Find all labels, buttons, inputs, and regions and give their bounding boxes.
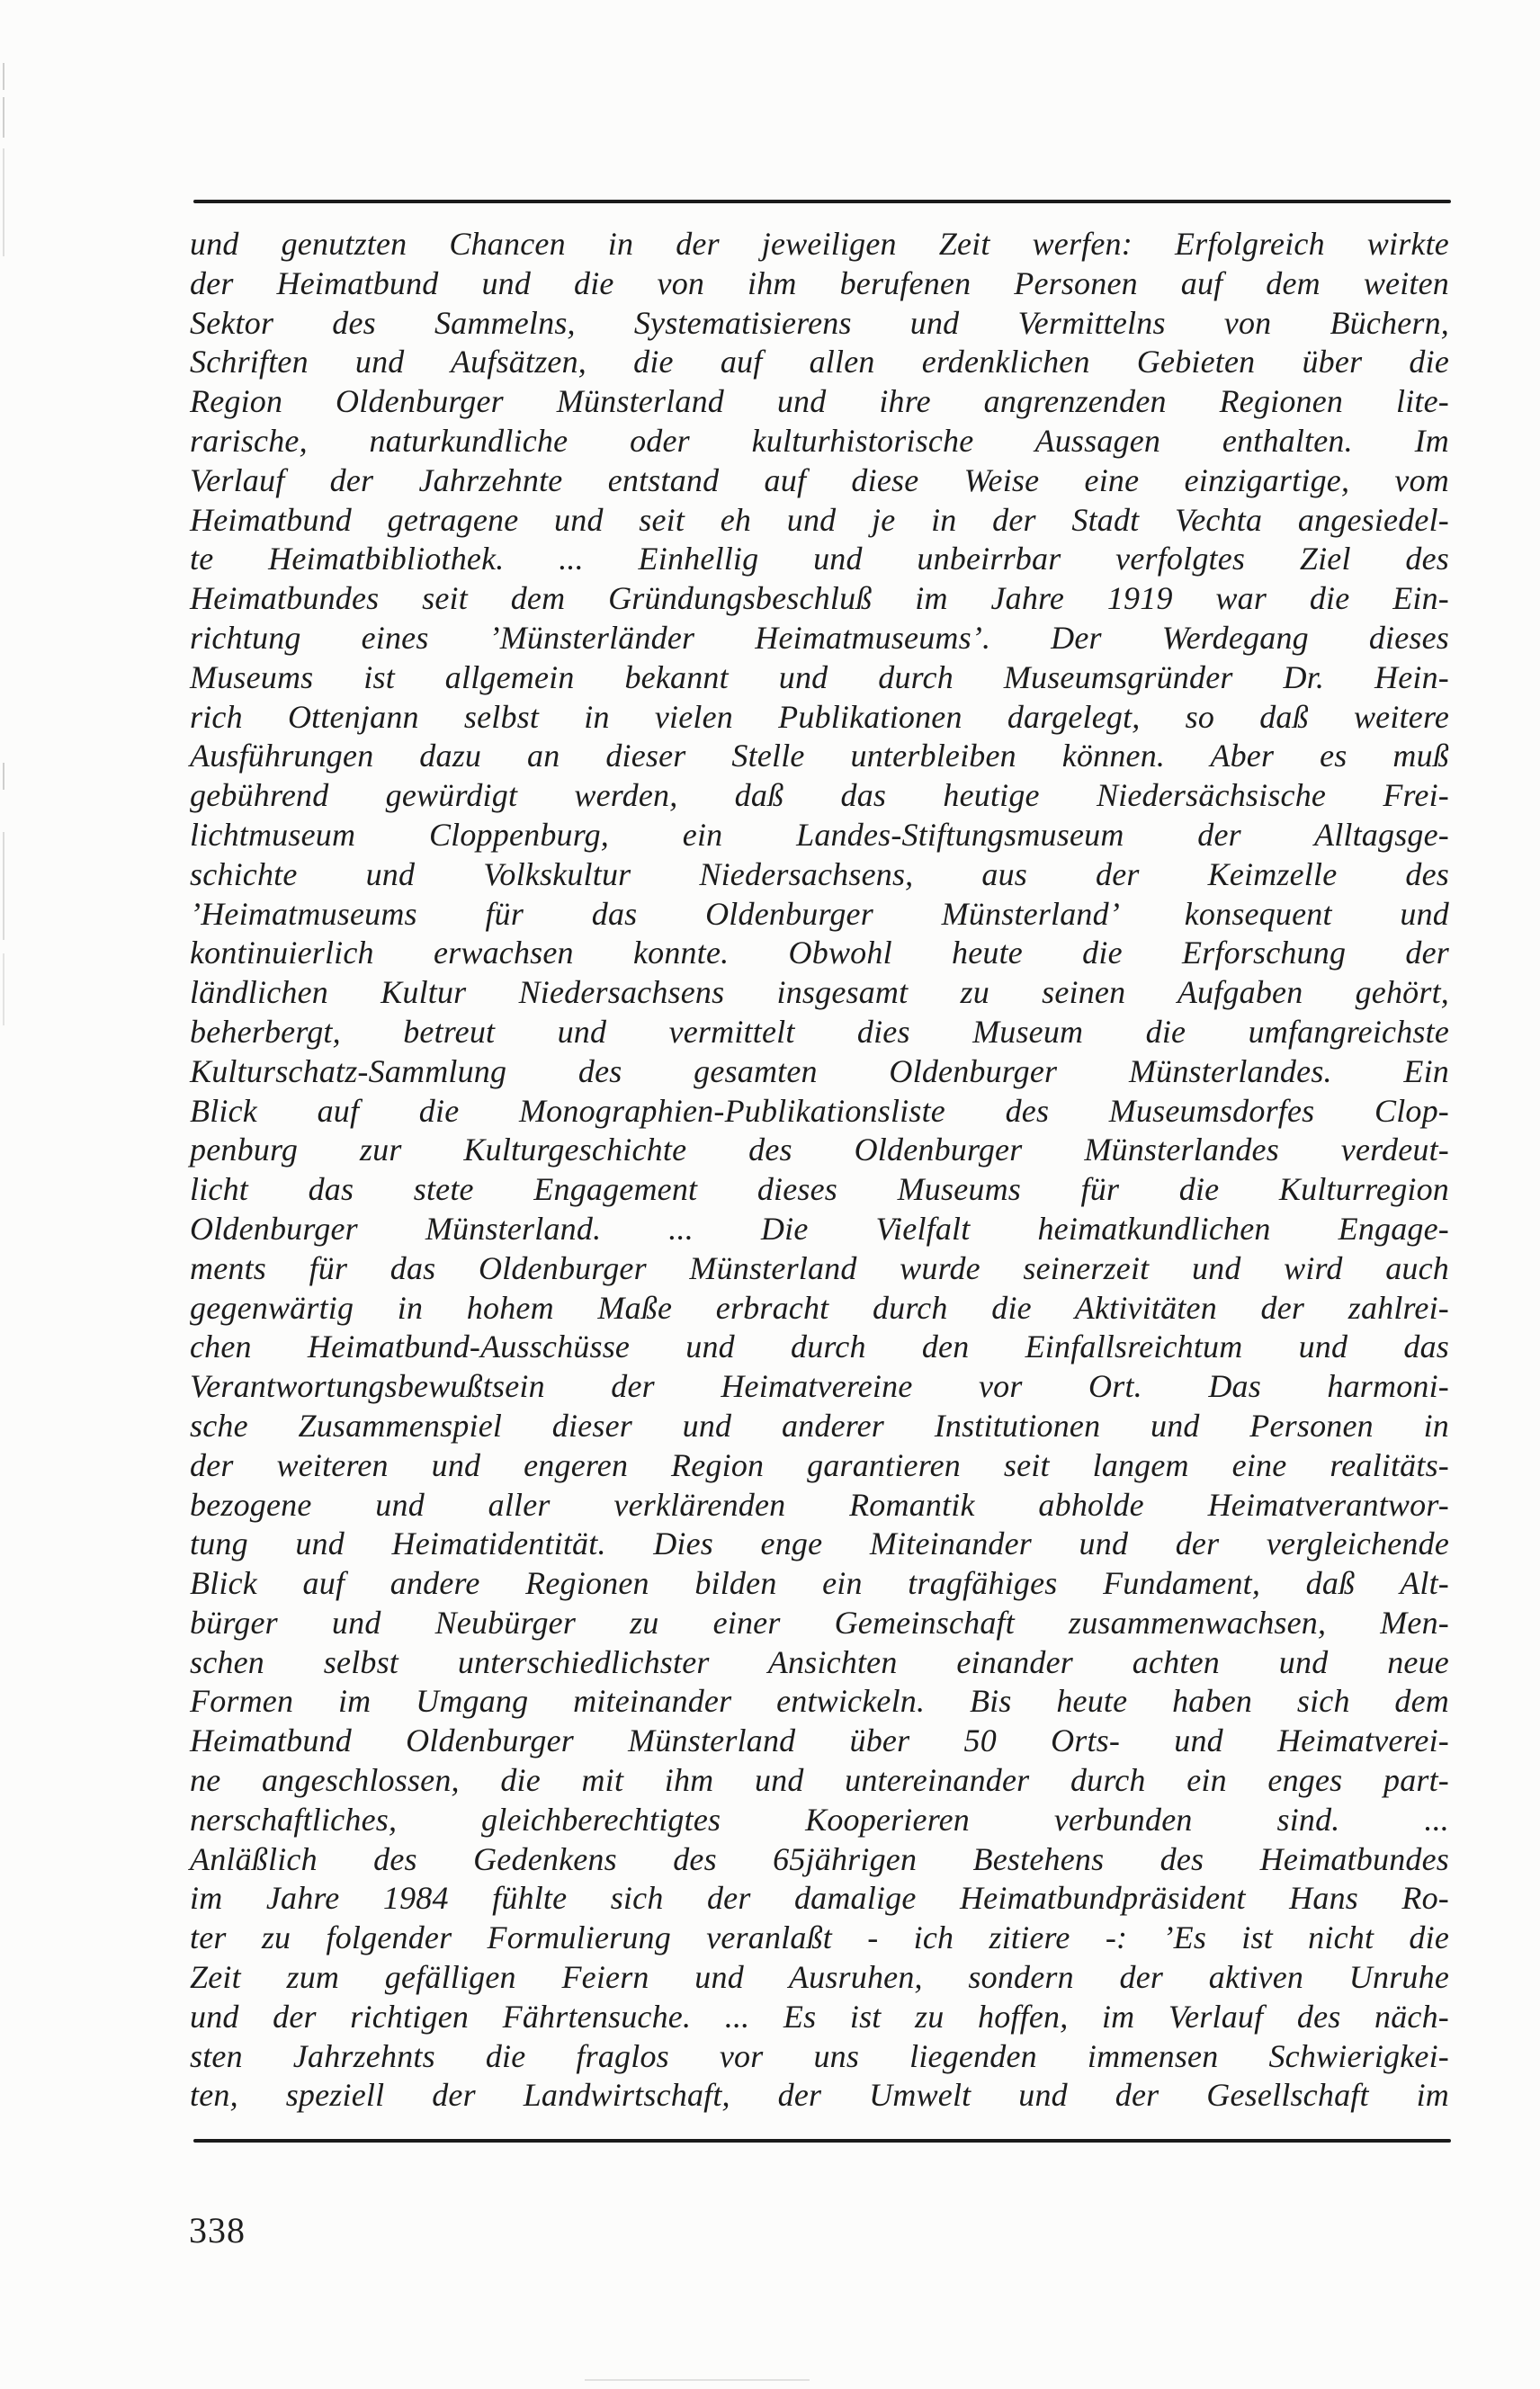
text-line: Zeit zum gefälligen Feiern und Ausruhen, sondern der aktiven Unruhe [190, 1959, 1449, 1996]
text-line: Heimatbundes seit dem Gründungsbeschluß im Jahre 1919 war die Ein- [190, 580, 1449, 617]
text-line: Blick auf andere Regionen bilden ein tragfähiges Fundament, daß Alt- [190, 1565, 1449, 1602]
text-line: bezogene und aller verklärenden Romantik abholde Heimatverantwor- [190, 1486, 1449, 1523]
scan-artifact [3, 148, 4, 256]
bottom-rule [193, 2139, 1451, 2143]
text-line: gebührend gewürdigt werden, daß das heutige Niedersächsische Frei- [190, 777, 1449, 814]
text-line: licht das stete Engagement dieses Museums für die Kulturregion [190, 1171, 1449, 1208]
text-line: und der richtigen Fährtensuche. ... Es ist zu hoffen, im Verlauf des näch- [190, 1998, 1449, 2035]
text-line: ne angeschlossen, die mit ihm und untereinander durch ein enges part- [190, 1762, 1449, 1799]
text-line: te Heimatbibliothek. ... Einhellig und unbeirrbar verfolgtes Ziel des [190, 541, 1449, 577]
text-line: bürger und Neubürger zu einer Gemeinschaft zusammenwachsen, Men- [190, 1604, 1449, 1641]
text-line: ländlichen Kultur Niedersachsens insgesamt zu seinen Aufgaben gehört, [190, 974, 1449, 1011]
text-line: rarische, naturkundliche oder kulturhistorische Aussagen enthalten. Im [190, 422, 1449, 459]
text-line: ten, speziell der Landwirtschaft, der Umwelt und der Gesellschaft im [190, 2077, 1449, 2114]
text-line: chen Heimatbund-Ausschüsse und durch den Einfallsreichtum und das [190, 1329, 1449, 1365]
text-line: beherbergt, betreut und vermittelt dies Museum die umfangreichste [190, 1013, 1449, 1050]
text-line: lichtmuseum Cloppenburg, ein Landes-Stiftungsmuseum der Alltagsge- [190, 816, 1449, 853]
text-line: ’Heimatmuseums für das Oldenburger Münsterland’ konsequent und [190, 895, 1449, 932]
text-line: Verlauf der Jahrzehnte entstand auf diese Weise eine einzigartige, vom [190, 461, 1449, 498]
text-line: Sektor des Sammelns, Systematisierens und Vermittelns von Büchern, [190, 304, 1449, 341]
text-line: rich Ottenjann selbst in vielen Publikationen dargelegt, so daß weitere [190, 698, 1449, 735]
scan-artifact [3, 763, 4, 790]
top-rule [193, 200, 1451, 203]
text-line: Schriften und Aufsätzen, die auf allen erdenklichen Gebieten über die [190, 344, 1449, 380]
scan-artifact [3, 63, 4, 90]
text-line: Region Oldenburger Münsterland und ihre angrenzenden Regionen lite- [190, 383, 1449, 420]
text-line: Kulturschatz-Sammlung des gesamten Oldenburger Münsterlandes. Ein [190, 1052, 1449, 1089]
text-line: Blick auf die Monographien-Publikationsliste des Museumsdorfes Clop- [190, 1092, 1449, 1129]
scan-artifact [3, 953, 4, 1025]
text-line: Heimatbund getragene und seit eh und je in der Stadt Vechta angesiedel- [190, 501, 1449, 538]
text-line: Oldenburger Münsterland. ... Die Vielfalt heimatkundlichen Engage- [190, 1210, 1449, 1247]
text-line: schichte und Volkskultur Niedersachsens, aus der Keimzelle des [190, 855, 1449, 892]
text-line: der Heimatbund und die von ihm berufenen Personen auf dem weiten [190, 264, 1449, 301]
text-line: Museums ist allgemein bekannt und durch Museumsgründer Dr. Hein- [190, 658, 1449, 695]
text-line: kontinuierlich erwachsen konnte. Obwohl heute die Erforschung der [190, 935, 1449, 971]
text-line: Ausführungen dazu an dieser Stelle unterbleiben können. Aber es muß [190, 738, 1449, 774]
text-line: ments für das Oldenburger Münsterland wurde seinerzeit und wird auch [190, 1249, 1449, 1286]
text-line: nerschaftliches, gleichberechtigtes Kooperieren verbunden sind. ... [190, 1801, 1449, 1838]
text-line: sten Jahrzehnts die fraglos vor uns liegenden immensen Schwierigkei- [190, 2037, 1449, 2074]
body-text [190, 225, 1449, 2116]
scan-artifact [3, 97, 4, 138]
text-line: Anläßlich des Gedenkens des 65jährigen Bestehens des Heimatbundes [190, 1840, 1449, 1877]
text-line: der weiteren und engeren Region garantieren seit langem eine realitäts- [190, 1446, 1449, 1483]
text-line: ter zu folgender Formulierung veranlaßt - ich zitiere -: ’Es ist nicht die [190, 1919, 1449, 1956]
text-line: Verantwortungsbewußtsein der Heimatvereine vor Ort. Das harmoni- [190, 1368, 1449, 1405]
text-line: sche Zusammenspiel dieser und anderer Institutionen und Personen in [190, 1407, 1449, 1444]
text-line: Formen im Umgang miteinander entwickeln. Bis heute haben sich dem [190, 1683, 1449, 1720]
text-line: tung und Heimatidentität. Dies enge Miteinander und der vergleichende [190, 1526, 1449, 1562]
scan-artifact [585, 2379, 810, 2381]
page-number: 338 [189, 2210, 246, 2250]
text-line: im Jahre 1984 fühlte sich der damalige Heimatbundpräsident Hans Ro- [190, 1880, 1449, 1917]
text-line: richtung eines ’Münsterländer Heimatmuseums’. Der Werdegang dieses [190, 619, 1449, 656]
text-line: gegenwärtig in hohem Maße erbracht durch die Aktivitäten der zahlrei- [190, 1289, 1449, 1326]
text-line: und genutzten Chancen in der jeweiligen Zeit werfen: Erfolgreich wirkte [190, 226, 1449, 262]
text-line: penburg zur Kulturgeschichte des Oldenburger Münsterlandes verdeut- [190, 1132, 1449, 1168]
text-line: schen selbst unterschiedlichster Ansichten einander achten und neue [190, 1643, 1449, 1680]
text-line: Heimatbund Oldenburger Münsterland über 50 Orts- und Heimatverei- [190, 1722, 1449, 1759]
scan-artifact [3, 832, 4, 940]
